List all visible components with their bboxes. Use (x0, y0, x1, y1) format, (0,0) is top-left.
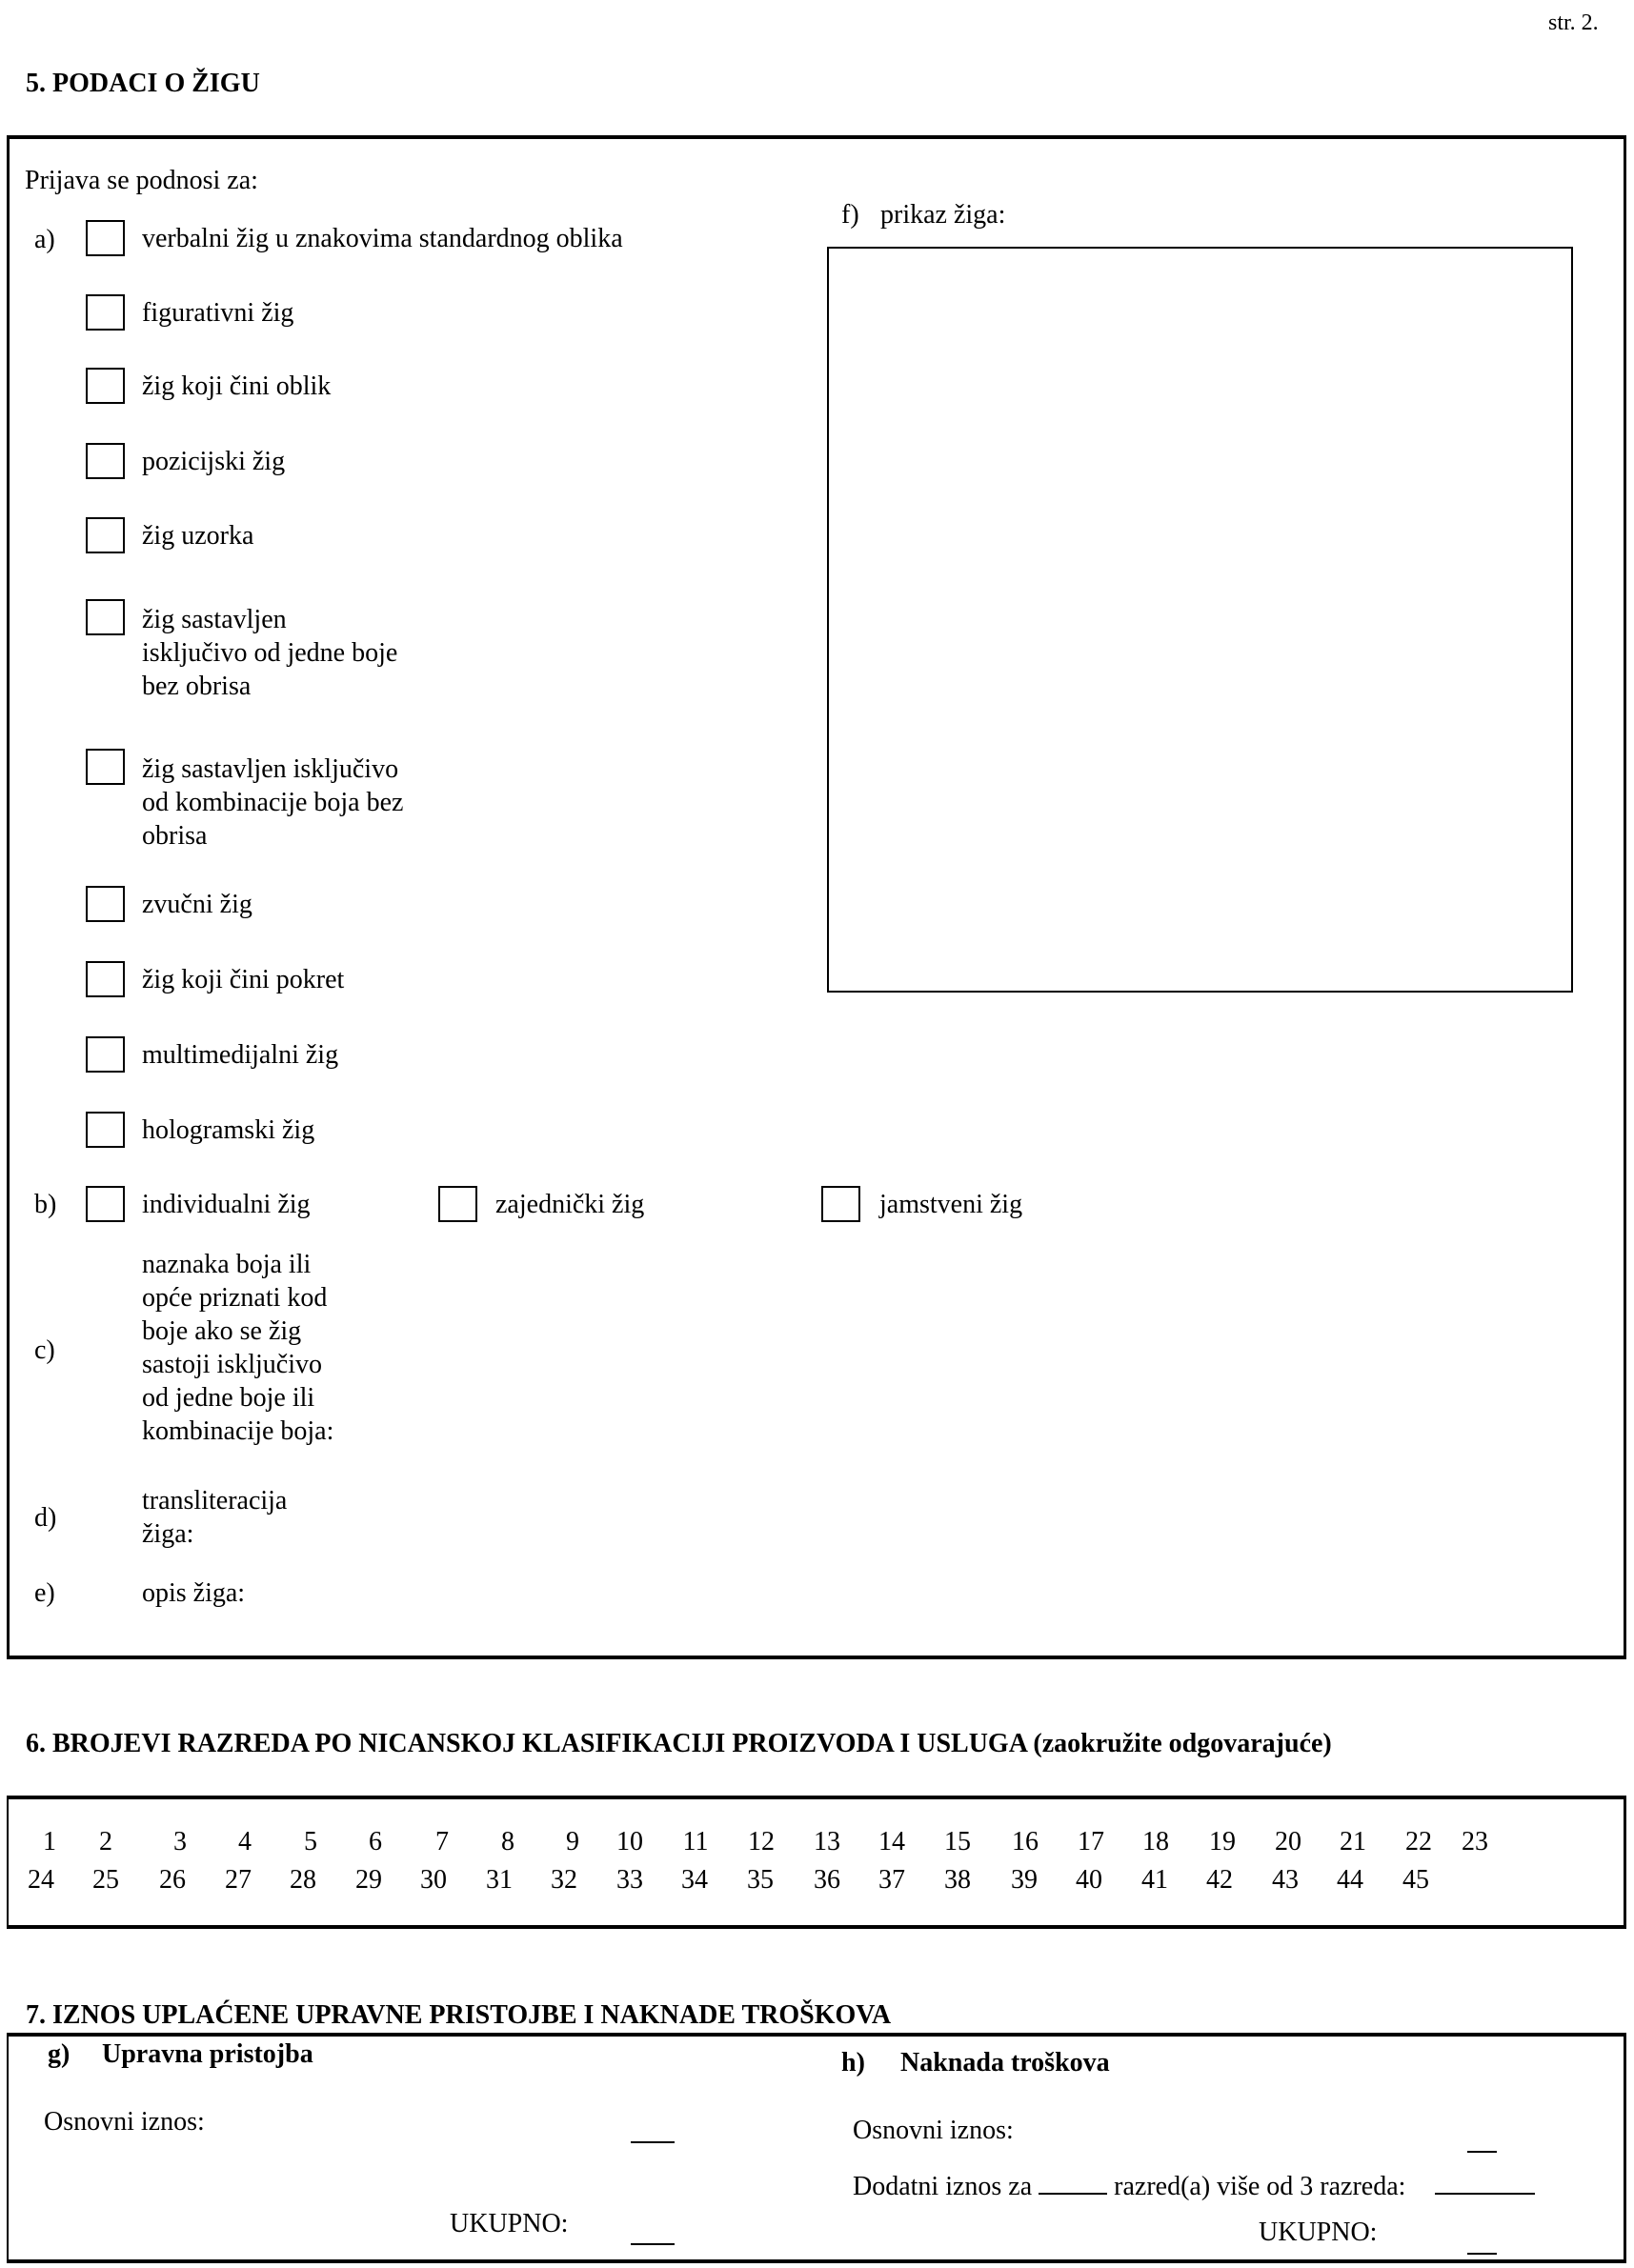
label-a: a) (34, 225, 55, 254)
class-number[interactable]: 35 (747, 1865, 774, 1895)
label-g: g) (48, 2039, 71, 2069)
class-number[interactable]: 25 (92, 1865, 119, 1895)
class-number[interactable]: 10 (616, 1827, 643, 1857)
option-type-label (142, 603, 397, 703)
class-number[interactable]: 1 (43, 1827, 56, 1857)
class-number[interactable]: 24 (28, 1865, 54, 1895)
checkbox-type-8[interactable] (86, 961, 125, 997)
class-number[interactable]: 33 (616, 1865, 643, 1895)
option-type-label: verbalni žig u znakovima standardnog oblika (142, 224, 623, 253)
class-number[interactable]: 3 (173, 1827, 187, 1857)
option-type-label: žig uzorka (142, 521, 254, 551)
section-6-title: 6. BROJEVI RAZREDA PO NICANSKOJ KLASIFIKACIJI PROIZVODA I USLUGA (zaokružite odgovarajuće) (26, 1729, 1332, 1758)
class-number[interactable]: 4 (238, 1827, 252, 1857)
class-number[interactable]: 22 (1405, 1827, 1432, 1857)
class-number[interactable]: 41 (1141, 1865, 1168, 1895)
class-number[interactable]: 38 (944, 1865, 971, 1895)
text-line: sastoji isključivo (142, 1350, 322, 1379)
checkbox-type-4[interactable] (86, 517, 125, 553)
admin-fee-total-field[interactable] (631, 2218, 675, 2245)
checkbox-guarantee[interactable] (821, 1186, 860, 1222)
option-type-label: žig koji čini oblik (142, 371, 332, 401)
checkbox-type-2[interactable] (86, 368, 125, 404)
description-label: opis žiga: (142, 1578, 246, 1608)
page-number: str. 2. (1548, 10, 1599, 35)
class-number[interactable]: 39 (1011, 1865, 1038, 1895)
label-c: c) (34, 1335, 55, 1365)
class-number[interactable]: 36 (814, 1865, 840, 1895)
class-number[interactable]: 28 (290, 1865, 316, 1895)
text-line: kombinacije boja: (142, 1416, 334, 1446)
class-number[interactable]: 19 (1209, 1827, 1236, 1857)
label-e: e) (34, 1578, 55, 1608)
class-number[interactable]: 32 (551, 1865, 577, 1895)
color-indication-label (142, 1248, 333, 1448)
class-number[interactable]: 31 (486, 1865, 513, 1895)
class-number[interactable]: 5 (304, 1827, 317, 1857)
option-guarantee: jamstveni žig (879, 1190, 1023, 1219)
text-line: opće priznati kod (142, 1283, 328, 1313)
label-f: f) (841, 200, 859, 230)
option-type-label: žig koji čini pokret (142, 965, 345, 994)
class-number[interactable]: 8 (501, 1827, 514, 1857)
checkbox-type-9[interactable] (86, 1036, 125, 1073)
label-b: b) (34, 1190, 57, 1219)
costs-title: Naknada troškova (900, 2048, 1110, 2077)
class-number[interactable]: 27 (225, 1865, 252, 1895)
text-line: od kombinacije boja bez (142, 788, 404, 817)
option-type-label: zvučni žig (142, 890, 252, 919)
class-number[interactable]: 42 (1206, 1865, 1233, 1895)
additional-amount-field[interactable] (1435, 2168, 1535, 2195)
class-number[interactable]: 13 (814, 1827, 840, 1857)
checkbox-type-5[interactable] (86, 599, 125, 635)
costs-total-field[interactable] (1467, 2228, 1497, 2255)
checkbox-type-1[interactable] (86, 294, 125, 331)
class-number[interactable]: 44 (1337, 1865, 1363, 1895)
section-5-title: 5. PODACI O ŽIGU (26, 69, 260, 98)
class-number[interactable]: 34 (681, 1865, 708, 1895)
trademark-display-area[interactable] (827, 247, 1573, 993)
text-line: boje ako se žig (142, 1316, 302, 1346)
option-type-label (142, 753, 403, 853)
additional-suffix: razred(a) više od 3 razreda: (1114, 2172, 1406, 2201)
class-number[interactable]: 21 (1340, 1827, 1366, 1857)
class-number[interactable]: 12 (748, 1827, 775, 1857)
additional-prefix: Dodatni iznos za (853, 2172, 1033, 2201)
trademark-display-label: prikaz žiga: (880, 200, 1006, 230)
class-number[interactable]: 15 (944, 1827, 971, 1857)
class-number[interactable]: 17 (1078, 1827, 1104, 1857)
transliteration-label (142, 1484, 287, 1551)
text-line: žig sastavljen (142, 605, 287, 634)
text-line: isključivo od jedne boje (142, 638, 398, 668)
costs-total-label: UKUPNO: (1259, 2218, 1378, 2247)
admin-fee-basic-label: Osnovni iznos: (44, 2107, 205, 2137)
class-number[interactable]: 14 (878, 1827, 905, 1857)
text-line: transliteracija (142, 1486, 288, 1515)
class-number[interactable]: 7 (435, 1827, 449, 1857)
costs-additional-line (853, 2168, 1535, 2200)
option-type-label: figurativni žig (142, 298, 294, 328)
class-number[interactable]: 9 (566, 1827, 579, 1857)
checkbox-type-6[interactable] (86, 749, 125, 785)
option-individual: individualni žig (142, 1190, 311, 1219)
label-d: d) (34, 1503, 57, 1533)
admin-fee-title: Upravna pristojba (102, 2039, 313, 2069)
checkbox-collective[interactable] (438, 1186, 477, 1222)
class-number[interactable]: 2 (99, 1827, 112, 1857)
label-h: h) (841, 2048, 865, 2077)
class-number[interactable]: 30 (420, 1865, 447, 1895)
checkbox-type-3[interactable] (86, 443, 125, 479)
class-number[interactable]: 43 (1272, 1865, 1299, 1895)
option-type-label: hologramski žig (142, 1115, 315, 1145)
checkbox-type-10[interactable] (86, 1112, 125, 1148)
text-line: žiga: (142, 1519, 194, 1549)
intro-text: Prijava se podnosi za: (25, 166, 258, 195)
admin-fee-basic-field[interactable] (631, 2117, 675, 2143)
text-line: bez obrisa (142, 672, 252, 701)
class-number[interactable]: 11 (682, 1827, 709, 1857)
admin-fee-total-label: UKUPNO: (450, 2209, 569, 2238)
text-line: od jedne boje ili (142, 1383, 315, 1413)
class-number[interactable]: 26 (159, 1865, 186, 1895)
checkbox-type-0[interactable] (86, 220, 125, 256)
section-7-title: 7. IZNOS UPLAĆENE UPRAVNE PRISTOJBE I NAKNADE TROŠKOVA (26, 2000, 892, 2030)
option-collective: zajednički žig (495, 1190, 645, 1219)
costs-basic-label: Osnovni iznos: (853, 2116, 1014, 2145)
option-type-label: pozicijski žig (142, 447, 286, 476)
text-line: naznaka boja ili (142, 1250, 312, 1279)
class-number[interactable]: 18 (1142, 1827, 1169, 1857)
class-number[interactable]: 45 (1402, 1865, 1429, 1895)
class-number[interactable]: 20 (1275, 1827, 1301, 1857)
class-number[interactable]: 37 (878, 1865, 905, 1895)
option-type-label: multimedijalni žig (142, 1040, 339, 1070)
class-number[interactable]: 16 (1012, 1827, 1039, 1857)
class-number[interactable]: 6 (369, 1827, 382, 1857)
costs-basic-field[interactable] (1467, 2126, 1497, 2153)
class-number[interactable]: 23 (1462, 1827, 1488, 1857)
additional-classes-field[interactable] (1039, 2168, 1107, 2195)
checkbox-individual[interactable] (86, 1186, 125, 1222)
class-numbers-box (7, 1796, 1626, 1929)
class-number[interactable]: 40 (1076, 1865, 1102, 1895)
class-number[interactable]: 29 (355, 1865, 382, 1895)
text-line: žig sastavljen isključivo (142, 754, 399, 784)
text-line: obrisa (142, 821, 208, 851)
checkbox-type-7[interactable] (86, 886, 125, 922)
